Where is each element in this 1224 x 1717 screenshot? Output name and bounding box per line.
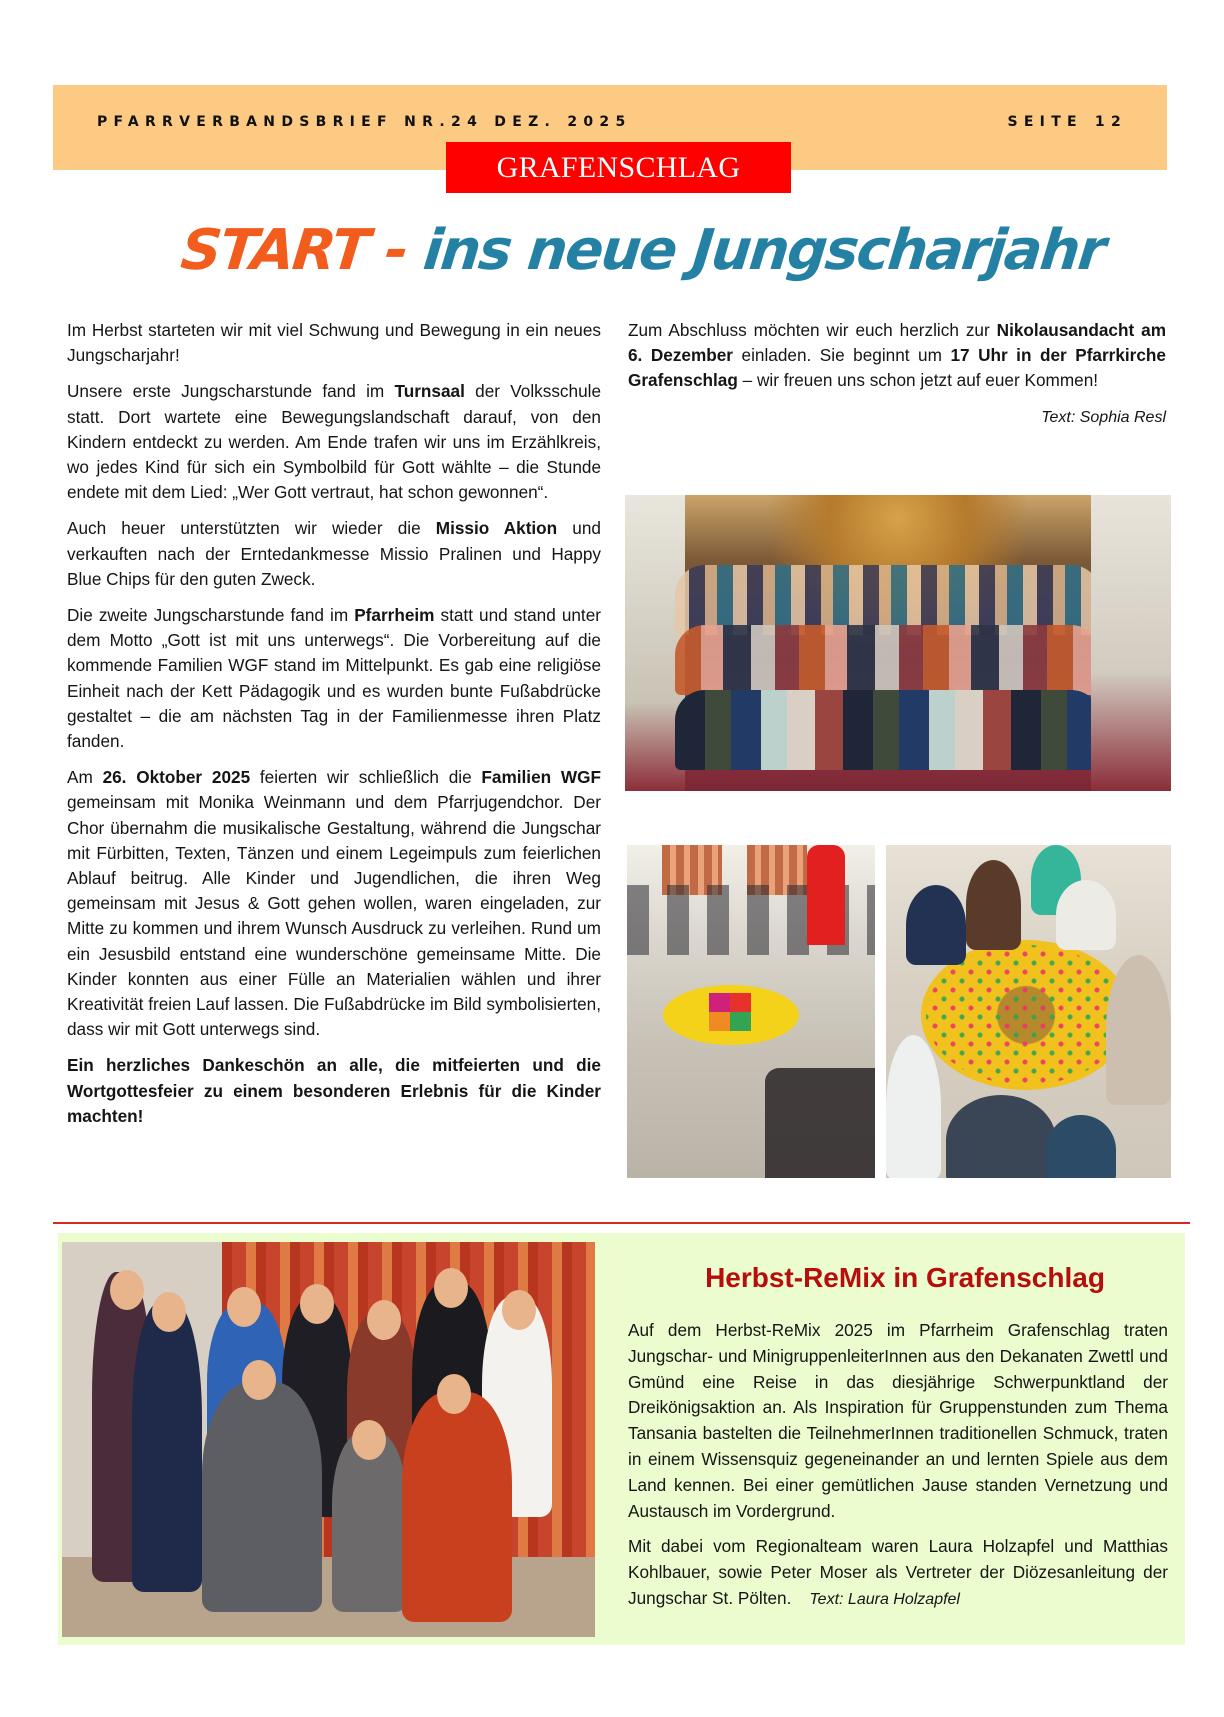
bold-text: Turnsaal: [394, 381, 465, 402]
bold-text: 17 Uhr in der Pfarrkirche Grafenschlag: [628, 345, 1166, 391]
page-label: SEITE: [1007, 114, 1083, 130]
paragraph: [67, 379, 601, 505]
photo-detail: [352, 1420, 386, 1460]
photo-detail: [202, 1382, 322, 1612]
photo-detail: [110, 1270, 144, 1310]
text: Die zweite Jungscharstunde fand im: [67, 605, 355, 626]
text: und verkauften nach der Erntedankmesse Missio Pralinen und Happy Blue Chips für den guten Zweck.: [67, 518, 601, 589]
title-dash: -: [364, 218, 428, 283]
photo-detail: [946, 1095, 1056, 1178]
thank-you-paragraph: [67, 1053, 601, 1129]
section-label: GRAFENSCHLAG: [446, 142, 791, 193]
paragraph: [628, 1534, 1168, 1612]
text: Mit dabei vom Regionalteam waren Laura Holzapfel und Matthias Kohlbauer, sowie Peter Moser als Vertreter der Diözesanleitung der Jungschar St. Pölten.: [628, 1536, 1168, 1608]
circle-activity-photo: [627, 845, 875, 1178]
text: statt und stand unter dem Motto „Gott ist mit uns unterwegs“. Die Vorbereitung auf die kommende Familien WGF stand im Mittelpunkt. Es gab eine religiöse Einheit nach der Kett Pädagogik und es wurden bunte Fußabdrücke gestaltet – die am nächsten Tag in der Familienmesse ihren Platz fanden.: [67, 605, 601, 752]
publication-title: PFARRVERBANDSBRIEF NR.24 DEZ. 2025: [97, 114, 632, 130]
paragraph: [67, 603, 601, 754]
photo-detail: [1056, 880, 1116, 950]
text: einladen. Sie beginnt um: [733, 345, 951, 366]
photo-detail: [675, 690, 1101, 770]
author-credit: Text: Sophia Resl: [1041, 408, 1166, 426]
photo-detail: [132, 1302, 202, 1592]
author-credit: Text: Laura Holzapfel: [809, 1590, 960, 1608]
page-indicator: [1007, 114, 1127, 130]
photo-detail: [966, 860, 1021, 950]
text: gemeinsam mit Monika Weinmann und dem Pfarrjugendchor. Der Chor übernahm die musikalische Gestaltung, während die Jungschar mit Fürbitten, Texten, Tänzen und einem Legeimpuls zum feierlichen Ablauf beitrug. Alle Kinder und Jugendlichen, die ihren Weg gemeinsam mit Jesus & Gott gehen wollen, waren eingeladen, zur Mitte zu kommen und ihrem Wunsch Ausdruck zu verleihen. Rund um ein Jesusbild entstand eine wunderschöne gemeinsame Mitte. Die Kinder konnten aus einer Fülle an Materialien wählen und ihrer Kreativität freien Lauf lassen. Die Fußabdrücke im Bild symbolisierten, dass wir mit Gott unterwegs sind.: [67, 792, 601, 1040]
title-start: START: [177, 218, 372, 283]
photo-detail: [675, 625, 1101, 695]
bold-text: Familien WGF: [481, 767, 602, 788]
photo-detail: [906, 885, 966, 965]
photo-detail: [926, 945, 1126, 1085]
text: der Volksschule statt. Dort wartete eine Bewegungslandschaft darauf, von den Kindern entdeckt zu werden. Am Ende trafen wir uns im Erzählkreis, wo jedes Kind für sich ein Symbolbild für Gott wählte – die Stunde endete mit dem Lied: „Wer Gott vertraut, hat schon gewonnen“.: [67, 381, 602, 503]
photo-detail: [437, 1374, 471, 1414]
paragraph: [67, 516, 601, 592]
photo-detail: [152, 1292, 186, 1332]
photo-detail: [1046, 1115, 1116, 1178]
photo-detail: [709, 993, 751, 1031]
title-rest: ins neue Jungscharjahr: [420, 218, 1108, 283]
page-number: 12: [1094, 114, 1127, 130]
photo-detail: [242, 1360, 276, 1400]
photo-detail: [502, 1290, 536, 1330]
bold-text: 26. Oktober 2025: [102, 767, 251, 788]
text: Auch heuer unterstützten wir wieder die: [67, 518, 436, 539]
paragraph: [67, 765, 601, 1042]
text: – wir freuen uns schon jetzt auf euer Kommen!: [737, 370, 1099, 391]
photo-detail: [886, 1035, 941, 1178]
section-divider: [53, 1222, 1190, 1224]
photo-detail: [765, 1068, 875, 1178]
photo-detail: [1106, 955, 1171, 1105]
photo-detail: [227, 1287, 261, 1327]
text: feierten wir schließlich die: [250, 767, 482, 788]
article-left-column: [67, 318, 601, 1140]
church-group-photo: [625, 495, 1171, 791]
remix-body: [628, 1318, 1168, 1623]
paragraph: Im Herbst starteten wir mit viel Schwung und Bewegung in ein neues Jungscharjahr!: [67, 320, 601, 366]
photo-detail: [434, 1268, 468, 1308]
remix-title: Herbst-ReMix in Grafenschlag: [705, 1262, 1105, 1293]
text: Am: [67, 767, 103, 788]
bold-text: Missio Aktion: [435, 518, 558, 539]
bold-text: Ein herzliches Dankeschön an alle, die mitfeierten und die Wortgottesfeier zu einem besonderen Erlebnis für die Kinder machten!: [67, 1055, 601, 1126]
jesus-image-craft-photo: [886, 845, 1171, 1178]
article-title: [175, 218, 1108, 308]
team-group-photo: [62, 1242, 595, 1637]
photo-detail: [300, 1284, 334, 1324]
photo-detail: [367, 1300, 401, 1340]
photo-detail: [807, 845, 845, 945]
article-right-column: [628, 318, 1166, 430]
text: Zum Abschluss möchten wir euch herzlich zur: [628, 320, 997, 340]
bold-text: Pfarrheim: [354, 605, 435, 626]
paragraph: Auf dem Herbst-ReMix 2025 im Pfarrheim Grafenschlag traten Jungschar- und MinigruppenleiterInnen aus den Dekanaten Zwettl und Gmünd eine Reise in das diesjährige Schwerpunktland der Dreikönigsaktion an. Als Inspiration für Gruppenstunden zum Thema Tansania bastelten die TeilnehmerInnen traditionellen Schmuck, traten in einem Wissensquiz gegeneinander an und lernten Spiele aus dem Land kennen. Bei einer gemütlichen Jause standen Vernetzung und Austausch im Vordergrund.: [628, 1320, 1168, 1521]
photo-detail: [402, 1392, 512, 1622]
bold-text: Nikolausandacht am 6. Dezember: [628, 320, 1166, 366]
paragraph: [628, 318, 1166, 394]
text: Unsere erste Jungscharstunde fand im: [67, 381, 395, 402]
